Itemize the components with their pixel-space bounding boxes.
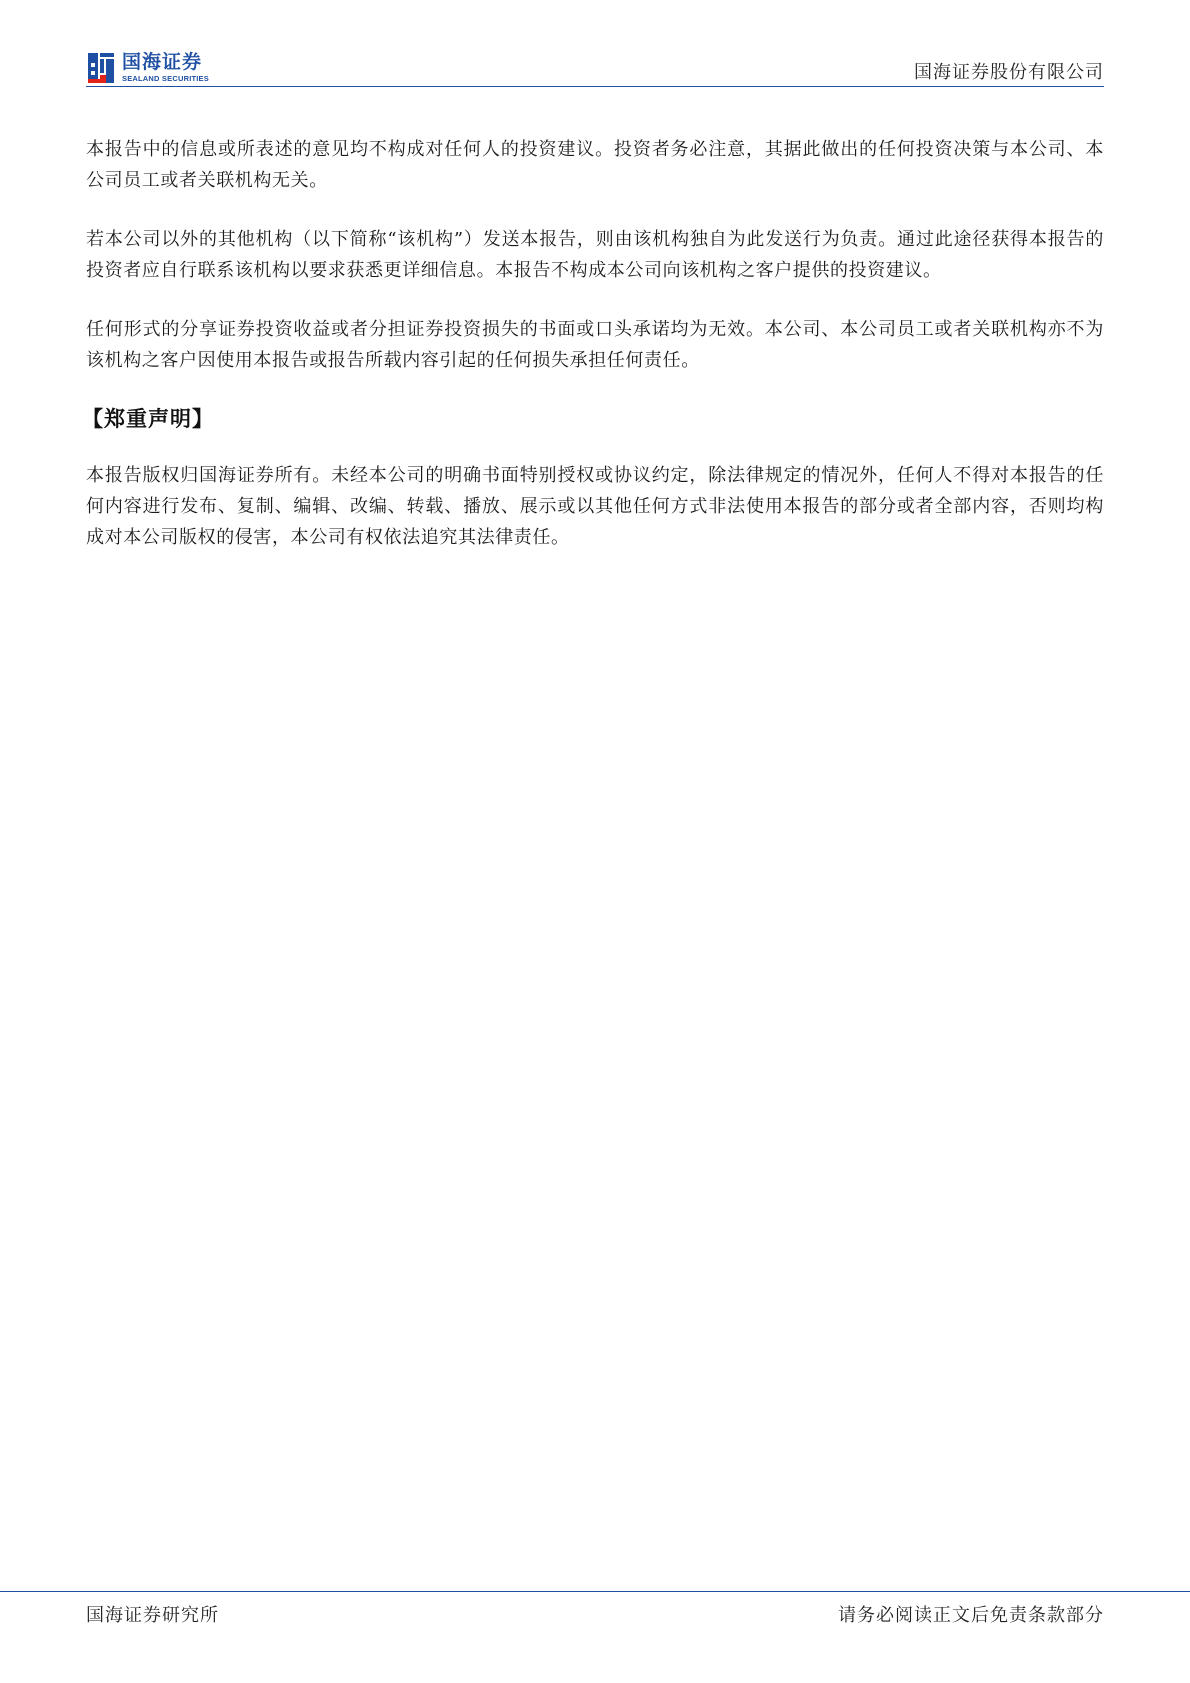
disclaimer-paragraph-3: 任何形式的分享证券投资收益或者分担证券投资损失的书面或口头承诺均为无效。本公司、本公司员工或者关联机构亦不为该机构之客户因使用本报告或报告所载内容引起的任何损失承担任何责任。: [86, 319, 1104, 371]
disclaimer-paragraph-1: 本报告中的信息或所表述的意见均不构成对任何人的投资建议。投资者务必注意，其据此做出的任何投资决策与本公司、本公司员工或者关联机构无关。: [86, 139, 1104, 191]
logo-text: [122, 53, 209, 83]
disclaimer-content: [82, 134, 1104, 581]
company-logo: [86, 50, 209, 86]
header-divider: [86, 86, 1104, 87]
sealand-logo-icon: [86, 51, 116, 85]
header-company-name: 国海证券股份有限公司: [914, 62, 1104, 83]
statement-paragraph: 本报告版权归国海证券所有。未经本公司的明确书面特别授权或协议约定，除法律规定的情况外，任何人不得对本报告的任何内容进行发布、复制、编辑、改编、转载、播放、展示或以其他任何方式非法使用本报告的部分或者全部内容，否则均构成对本公司版权的侵害，本公司有权依法追究其法律责任。: [86, 465, 1104, 548]
footer-divider: [0, 1591, 1190, 1592]
section-heading-statement: 【郑重声明】: [82, 407, 214, 431]
page-header: [86, 50, 1104, 86]
logo-english-name: SEALAND SECURITIES: [122, 74, 209, 84]
disclaimer-paragraph-2: 若本公司以外的其他机构（以下简称“该机构”）发送本报告，则由该机构独自为此发送行为负责。通过此途径获得本报告的投资者应自行联系该机构以要求获悉更详细信息。本报告不构成本公司向该机构之客户提供的投资建议。: [86, 229, 1104, 281]
footer-disclaimer-note: 请务必阅读正文后免责条款部分: [838, 1605, 1104, 1626]
logo-chinese-name: 国海证券: [122, 51, 203, 74]
footer-institute: 国海证券研究所: [86, 1605, 219, 1626]
